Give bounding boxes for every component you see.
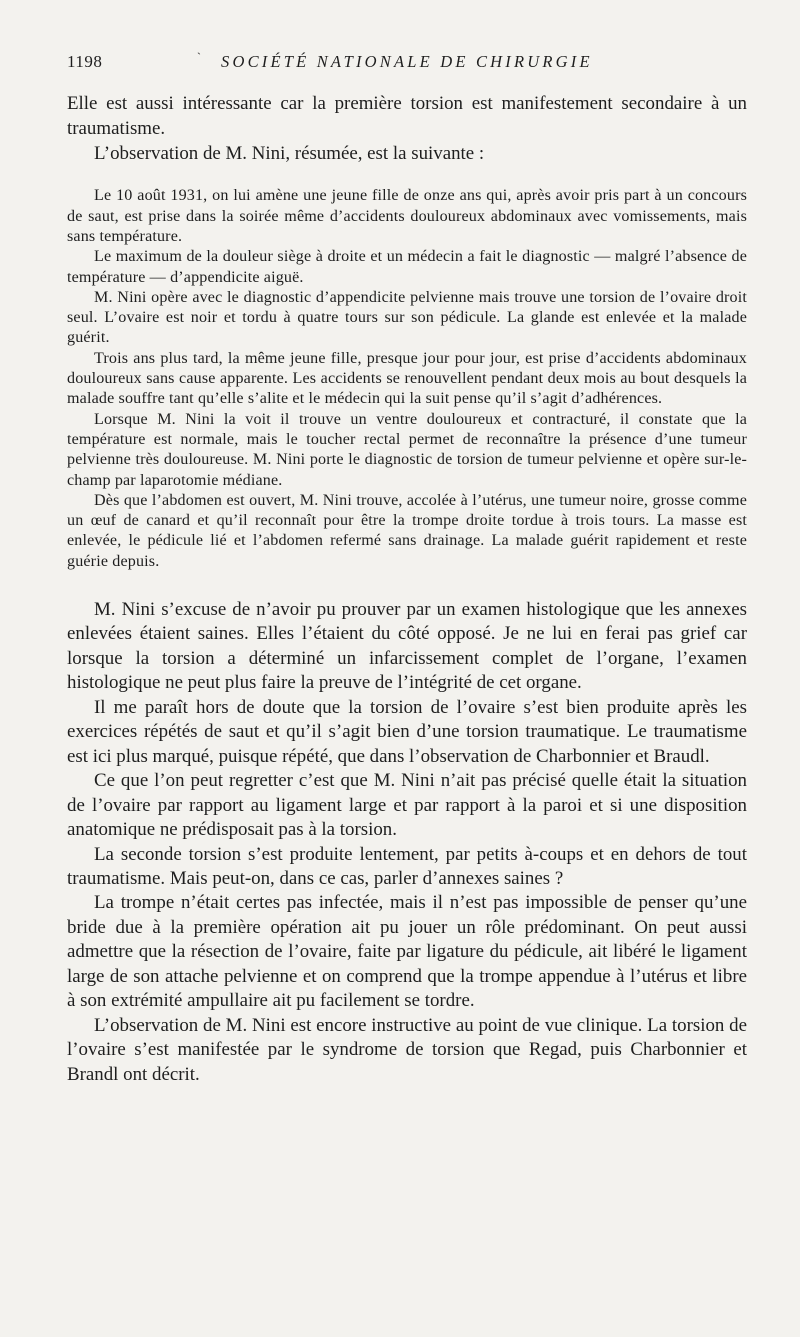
header-mark: ` xyxy=(197,50,201,64)
document-page xyxy=(67,48,747,1087)
observation-paragraph: M. Nini opère avec le diagnostic d’appendicite pelvienne mais trouve une torsion de l’ovaire droit seul. L’ovaire est noir et tordu à quatre tours sur son pédicule. La glande est enlevée et la malade guérit. xyxy=(67,288,747,347)
intro-section xyxy=(67,92,747,166)
intro-paragraph-2: L’observation de M. Nini, résumée, est la suivante : xyxy=(94,142,485,164)
page-header xyxy=(67,48,747,78)
discussion-paragraph: Il me paraît hors de doute que la torsion de l’ovaire s’est bien produite après les exercices répétés de saut et qu’il s’agit bien d’une torsion traumatique. Le traumatisme est ici plus marqué, puisque répété, que dans l’observation de Charbonnier et Braudl. xyxy=(67,696,747,767)
observation-paragraph: Lorsque M. Nini la voit il trouve un ventre douloureux et contracturé, il constate que la température est normale, mais le toucher rectal permet de reconnaître la présence d’une tumeur pelvienne très douloureuse. M. Nini porte le diagnostic de torsion de tumeur pelvienne et opère sur-le-champ par laparotomie médiane. xyxy=(67,410,747,489)
discussion-paragraph: L’observation de M. Nini est encore instructive au point de vue clinique. La torsion de l’ovaire s’est manifestée par le syndrome de torsion que Regad, puis Charbonnier et Brandl ont décrit. xyxy=(67,1014,747,1085)
observation-block xyxy=(67,186,747,572)
observation-paragraph: Trois ans plus tard, la même jeune fille, presque jour pour jour, est prise d’accidents abdominaux douloureux sans cause apparente. Les accidents se renouvellent pendant deux mois au bout desquels la malade souffre tant qu’elle s’alite et le médecin qui la suit pense qu’il s’agit d’adhérences. xyxy=(67,349,747,408)
intro-paragraph-1: Elle est aussi intéressante car la première torsion est manifestement secondaire à un traumatisme. xyxy=(67,93,747,139)
discussion-paragraph: M. Nini s’excuse de n’avoir pu prouver par un examen histologique que les annexes enlevées étaient saines. Elles l’étaient du côté opposé. Je ne lui en ferai pas grief car lorsque la torsion a déterminé un infarcissement complet de l’organe, l’examen histologique ne peut plus faire la preuve de l’intégrité de cet organe. xyxy=(67,599,747,694)
discussion-paragraph: La seconde torsion s’est produite lentement, par petits à-coups et en dehors de tout traumatisme. Mais peut-on, dans ce cas, parler d’annexes saines ? xyxy=(67,843,747,890)
running-head: SOCIÉTÉ NATIONALE DE CHIRURGIE xyxy=(221,52,593,71)
observation-paragraph: Le 10 août 1931, on lui amène une jeune fille de onze ans qui, après avoir pris part à un concours de saut, est prise dans la soirée même d’accidents douloureux abdominaux avec vomissements, mais sans température. xyxy=(67,187,747,245)
discussion-paragraph: Ce que l’on peut regretter c’est que M. Nini n’ait pas précisé quelle était la situation de l’ovaire par rapport au ligament large et par rapport à la paroi et si une disposition anatomique ne prédisposait pas à la torsion. xyxy=(67,770,747,841)
discussion-paragraph: La trompe n’était certes pas infectée, mais il n’est pas impossible de penser qu’une bride due à la première opération ait pu jouer un rôle prédominant. On peut aussi admettre que la résection de l’ovaire, faite par ligature du pédicule, ait libéré le ligament large de son attache pelvienne et on comprend que la trompe appendue à l’utérus et libre à son extrémité ampullaire ait pu facilement se tordre. xyxy=(67,892,747,1012)
observation-paragraph: Dès que l’abdomen est ouvert, M. Nini trouve, accolée à l’utérus, une tumeur noire, grosse comme un œuf de canard et qu’il reconnaît pour être la trompe droite tordue à trois tours. La masse est enlevée, le pédicule lié et l’abdomen refermé sans drainage. La malade guérit rapidement et reste guérie depuis. xyxy=(67,491,747,570)
discussion-section xyxy=(67,598,747,1087)
page-number: 1198 xyxy=(67,52,103,71)
observation-paragraph: Le maximum de la douleur siège à droite et un médecin a fait le diagnostic — malgré l’absence de température — d’appendicite aiguë. xyxy=(67,248,747,286)
